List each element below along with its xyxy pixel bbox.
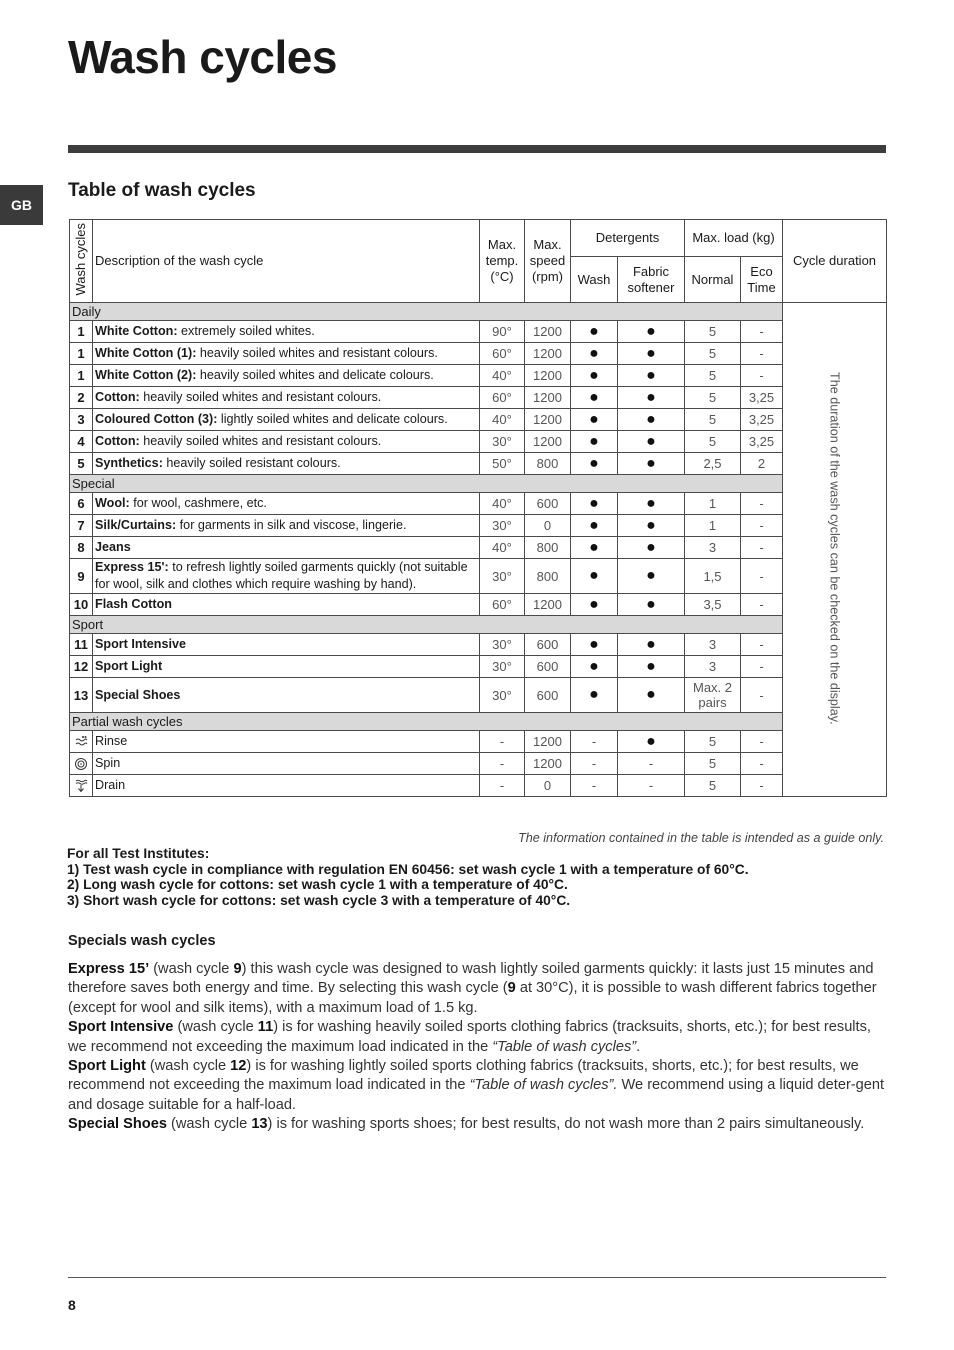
cycle-description xyxy=(93,594,480,616)
wash-detergent: ● xyxy=(571,634,618,656)
normal-load: 5 xyxy=(685,365,741,387)
header-fabric-softener: Fabric softener xyxy=(618,257,685,303)
cycle-name: Special Shoes xyxy=(95,687,181,702)
normal-load: 5 xyxy=(685,321,741,343)
max-speed: 600 xyxy=(525,678,571,713)
cycle-name: Flash Cotton xyxy=(95,597,172,611)
cycle-name: Coloured Cotton (3): xyxy=(95,412,218,426)
group-row-daily xyxy=(70,303,887,321)
page-number: 8 xyxy=(68,1297,76,1313)
cycle-name: Wool: xyxy=(95,496,130,510)
eco-time-load: - xyxy=(741,321,783,343)
cycle-detail: heavily soiled whites and resistant colours. xyxy=(139,390,382,404)
max-speed: 1200 xyxy=(525,343,571,365)
eco-time-load: - xyxy=(741,753,783,775)
table-row xyxy=(70,537,887,559)
cycle-description xyxy=(93,387,480,409)
eco-time-load: - xyxy=(741,559,783,594)
wash-cycles-table xyxy=(69,219,887,797)
max-temp: 40° xyxy=(480,493,525,515)
eco-time-load: - xyxy=(741,493,783,515)
guide-note: The information contained in the table is intended as a guide only. xyxy=(518,831,884,845)
eco-time-load: 3,25 xyxy=(741,431,783,453)
cycle-duration-cell xyxy=(783,303,887,797)
cycle-number: 6 xyxy=(70,493,93,515)
cycle-name: Silk/Curtains: xyxy=(95,518,177,532)
max-temp: - xyxy=(480,731,525,753)
title-divider xyxy=(68,145,886,153)
wash-detergent: - xyxy=(571,731,618,753)
cycle-number: 3 xyxy=(70,409,93,431)
eco-time-load: - xyxy=(741,343,783,365)
wash-detergent: - xyxy=(571,775,618,797)
cycle-number: 2 xyxy=(70,387,93,409)
eco-time-load: 3,25 xyxy=(741,409,783,431)
specials-body xyxy=(68,960,886,1135)
normal-load: 1 xyxy=(685,493,741,515)
normal-load: 5 xyxy=(685,731,741,753)
cycle-name: Jeans xyxy=(95,540,131,554)
cycle-description xyxy=(93,656,480,678)
normal-load: 5 xyxy=(685,753,741,775)
max-speed: 600 xyxy=(525,656,571,678)
table-row xyxy=(70,753,887,775)
max-speed: 600 xyxy=(525,634,571,656)
spin-icon xyxy=(70,753,93,775)
header-normal: Normal xyxy=(685,257,741,303)
group-row-sport xyxy=(70,616,887,634)
max-temp: 30° xyxy=(480,634,525,656)
cycle-description xyxy=(93,634,480,656)
test-note-line: 3) Short wash cycle for cottons: set wash cycle 3 with a temperature of 40°C. xyxy=(67,892,571,908)
sport-light-paragraph: Sport Light (wash cycle 12) is for washing lightly soiled sports clothing fabrics (tracksuits, shorts, etc.); for best results, we recommend not exceeding the maximum load indicated in the “Table of wash cycles”. We recommend using a liquid deter-gent and dosage suitable for a half-load. xyxy=(68,1058,885,1113)
fabric-softener: ● xyxy=(618,559,685,594)
fabric-softener: ● xyxy=(618,537,685,559)
cycle-name: Cotton: xyxy=(95,390,140,404)
max-speed: 1200 xyxy=(525,365,571,387)
max-temp: 40° xyxy=(480,365,525,387)
max-speed: 0 xyxy=(525,515,571,537)
eco-time-load: - xyxy=(741,656,783,678)
normal-load: 5 xyxy=(685,409,741,431)
cycle-detail: heavily soiled whites and delicate colours. xyxy=(196,368,434,382)
fabric-softener: ● xyxy=(618,321,685,343)
table-row xyxy=(70,409,887,431)
max-temp: - xyxy=(480,753,525,775)
header-max-speed: Max. speed (rpm) xyxy=(525,220,571,303)
cycle-detail: lightly soiled whites and delicate colours. xyxy=(217,412,448,426)
max-temp: 60° xyxy=(480,387,525,409)
cycle-number: 8 xyxy=(70,537,93,559)
wash-detergent: ● xyxy=(571,559,618,594)
max-temp: 30° xyxy=(480,559,525,594)
table-row xyxy=(70,515,887,537)
cycle-number: 10 xyxy=(70,594,93,616)
wash-detergent: ● xyxy=(571,365,618,387)
fabric-softener: - xyxy=(618,775,685,797)
wash-detergent: ● xyxy=(571,387,618,409)
max-temp: 30° xyxy=(480,678,525,713)
cycle-name: White Cotton: xyxy=(95,324,178,338)
group-label: Sport xyxy=(70,616,783,634)
cycle-description xyxy=(93,343,480,365)
eco-time-load: - xyxy=(741,634,783,656)
wash-detergent: ● xyxy=(571,656,618,678)
max-temp: 50° xyxy=(480,453,525,475)
cycle-name: Drain xyxy=(93,775,480,797)
table-row xyxy=(70,493,887,515)
normal-load: 5 xyxy=(685,431,741,453)
footer-divider xyxy=(68,1277,886,1278)
cycle-detail: to refresh lightly soiled garments quickly (not suitable for wool, silk and clothes which require washing by hand). xyxy=(95,560,468,591)
cycle-description xyxy=(93,409,480,431)
table-row xyxy=(70,656,887,678)
page-title: Wash cycles xyxy=(68,31,337,83)
cycle-description xyxy=(93,678,480,713)
cycle-description xyxy=(93,559,480,594)
table-row xyxy=(70,431,887,453)
max-temp: 30° xyxy=(480,515,525,537)
max-speed: 1200 xyxy=(525,387,571,409)
normal-load: 3,5 xyxy=(685,594,741,616)
cycle-number: 12 xyxy=(70,656,93,678)
group-label: Partial wash cycles xyxy=(70,713,783,731)
fabric-softener: ● xyxy=(618,365,685,387)
cycle-description xyxy=(93,537,480,559)
specials-heading: Specials wash cycles xyxy=(68,933,216,949)
cycle-description xyxy=(93,321,480,343)
test-note-line: 2) Long wash cycle for cottons: set wash cycle 1 with a temperature of 40°C. xyxy=(67,877,568,892)
max-speed: 1200 xyxy=(525,321,571,343)
cycle-number: 9 xyxy=(70,559,93,594)
normal-load: 5 xyxy=(685,387,741,409)
cycle-name: Sport Intensive xyxy=(95,637,186,651)
wash-detergent: - xyxy=(571,753,618,775)
cycle-name: Cotton: xyxy=(95,434,140,448)
fabric-softener: ● xyxy=(618,594,685,616)
max-speed: 1200 xyxy=(525,594,571,616)
cycle-detail: heavily soiled whites and resistant colours. xyxy=(196,346,438,360)
header-cycle-duration: Cycle duration xyxy=(783,220,887,303)
drain-icon xyxy=(70,775,93,797)
fabric-softener: ● xyxy=(618,343,685,365)
header-eco-time: Eco Time xyxy=(741,257,783,303)
cycle-description xyxy=(93,515,480,537)
special-shoes-paragraph: Special Shoes (wash cycle 13) is for washing sports shoes; for best results, do not wash more than 2 pairs simultaneously. xyxy=(68,1116,865,1133)
max-speed: 1200 xyxy=(525,431,571,453)
group-row-partial xyxy=(70,713,887,731)
fabric-softener: ● xyxy=(618,656,685,678)
max-speed: 800 xyxy=(525,537,571,559)
rinse-icon xyxy=(70,731,93,753)
normal-load: 2,5 xyxy=(685,453,741,475)
max-temp: - xyxy=(480,775,525,797)
cycle-description xyxy=(93,365,480,387)
group-label: Daily xyxy=(70,303,783,321)
header-wash-cycles: Wash cycles xyxy=(70,220,93,303)
wash-detergent: ● xyxy=(571,431,618,453)
cycle-number: 1 xyxy=(70,343,93,365)
fabric-softener: ● xyxy=(618,634,685,656)
table-row xyxy=(70,678,887,713)
table-row xyxy=(70,559,887,594)
eco-time-load: 2 xyxy=(741,453,783,475)
cycle-number: 1 xyxy=(70,321,93,343)
cycle-number: 1 xyxy=(70,365,93,387)
cycle-detail: heavily soiled resistant colours. xyxy=(162,456,341,470)
cycle-number: 7 xyxy=(70,515,93,537)
table-row xyxy=(70,365,887,387)
test-institutes-note xyxy=(67,846,749,908)
language-tab: GB xyxy=(0,185,43,225)
table-row xyxy=(70,634,887,656)
wash-detergent: ● xyxy=(571,321,618,343)
normal-load: 3 xyxy=(685,537,741,559)
fabric-softener: ● xyxy=(618,409,685,431)
table-row xyxy=(70,343,887,365)
max-temp: 40° xyxy=(480,409,525,431)
max-speed: 800 xyxy=(525,453,571,475)
wash-detergent: ● xyxy=(571,515,618,537)
max-speed: 1200 xyxy=(525,409,571,431)
table-row xyxy=(70,453,887,475)
normal-load: 5 xyxy=(685,775,741,797)
table-row xyxy=(70,321,887,343)
wash-detergent: ● xyxy=(571,678,618,713)
cycle-name: White Cotton (2): xyxy=(95,368,197,382)
cycle-name: Rinse xyxy=(93,731,480,753)
wash-detergent: ● xyxy=(571,493,618,515)
wash-detergent: ● xyxy=(571,409,618,431)
cycle-number: 11 xyxy=(70,634,93,656)
cycle-number: 4 xyxy=(70,431,93,453)
max-temp: 60° xyxy=(480,594,525,616)
fabric-softener: ● xyxy=(618,678,685,713)
fabric-softener: - xyxy=(618,753,685,775)
cycle-description xyxy=(93,431,480,453)
cycle-name: Sport Light xyxy=(95,659,163,673)
eco-time-load: - xyxy=(741,365,783,387)
cycle-detail: extremely soiled whites. xyxy=(177,324,315,338)
max-speed: 800 xyxy=(525,559,571,594)
max-temp: 60° xyxy=(480,343,525,365)
cycle-detail: heavily soiled whites and resistant colours. xyxy=(139,434,382,448)
table-row xyxy=(70,731,887,753)
eco-time-load: - xyxy=(741,594,783,616)
header-max-temp: Max. temp. (°C) xyxy=(480,220,525,303)
eco-time-load: - xyxy=(741,537,783,559)
cycle-name: Synthetics: xyxy=(95,456,163,470)
wash-detergent: ● xyxy=(571,343,618,365)
header-detergents: Detergents xyxy=(571,220,685,257)
fabric-softener: ● xyxy=(618,515,685,537)
cycle-name: White Cotton (1): xyxy=(95,346,197,360)
eco-time-load: - xyxy=(741,775,783,797)
fabric-softener: ● xyxy=(618,731,685,753)
max-speed: 1200 xyxy=(525,731,571,753)
eco-time-load: - xyxy=(741,678,783,713)
cycle-name: Spin xyxy=(93,753,480,775)
wash-detergent: ● xyxy=(571,594,618,616)
cycle-description xyxy=(93,493,480,515)
cycle-detail: for garments in silk and viscose, lingerie. xyxy=(176,518,407,532)
header-description: Description of the wash cycle xyxy=(93,220,480,303)
header-wash: Wash xyxy=(571,257,618,303)
max-temp: 40° xyxy=(480,537,525,559)
fabric-softener: ● xyxy=(618,493,685,515)
duration-note: The duration of the wash cycles can be checked on the display. xyxy=(827,371,842,725)
cycle-number: 13 xyxy=(70,678,93,713)
group-label: Special xyxy=(70,475,783,493)
normal-load: 1,5 xyxy=(685,559,741,594)
table-row xyxy=(70,387,887,409)
wash-detergent: ● xyxy=(571,537,618,559)
cycle-description xyxy=(93,453,480,475)
group-row-special xyxy=(70,475,887,493)
normal-load: 5 xyxy=(685,343,741,365)
eco-time-load: - xyxy=(741,515,783,537)
normal-load: 3 xyxy=(685,656,741,678)
max-speed: 600 xyxy=(525,493,571,515)
test-institutes-heading: For all Test Institutes: xyxy=(67,846,210,861)
fabric-softener: ● xyxy=(618,431,685,453)
cycle-detail: for wool, cashmere, etc. xyxy=(129,496,267,510)
sport-intensive-paragraph: Sport Intensive (wash cycle 11) is for washing heavily soiled sports clothing fabrics (tracksuits, shorts, etc.); for best results, we recommend not exceeding the maximum load indicated in the “Table of wash cycles”. xyxy=(68,1019,871,1055)
max-speed: 0 xyxy=(525,775,571,797)
normal-load: 1 xyxy=(685,515,741,537)
fabric-softener: ● xyxy=(618,387,685,409)
table-row xyxy=(70,775,887,797)
cycle-number: 5 xyxy=(70,453,93,475)
wash-detergent: ● xyxy=(571,453,618,475)
max-temp: 30° xyxy=(480,656,525,678)
eco-time-load: - xyxy=(741,731,783,753)
section-heading: Table of wash cycles xyxy=(68,180,256,201)
normal-load: 3 xyxy=(685,634,741,656)
max-temp: 30° xyxy=(480,431,525,453)
fabric-softener: ● xyxy=(618,453,685,475)
express-paragraph: Express 15’ (wash cycle 9) this wash cycle was designed to wash lightly soiled garments quickly: it lasts just 15 minutes and therefore saves both energy and time. By selecting this wash cycle (9 at 30°C), it is possible to wash different fabrics together (except for wool and silk items), with a maximum load of 1.5 kg. xyxy=(68,961,877,1016)
eco-time-load: 3,25 xyxy=(741,387,783,409)
max-temp: 90° xyxy=(480,321,525,343)
table-row xyxy=(70,594,887,616)
header-max-load: Max. load (kg) xyxy=(685,220,783,257)
cycle-name: Express 15': xyxy=(95,560,169,574)
test-note-line: 1) Test wash cycle in compliance with regulation EN 60456: set wash cycle 1 with a temperature of 60°C. xyxy=(67,861,749,877)
max-speed: 1200 xyxy=(525,753,571,775)
normal-load: Max. 2 pairs xyxy=(685,678,741,713)
